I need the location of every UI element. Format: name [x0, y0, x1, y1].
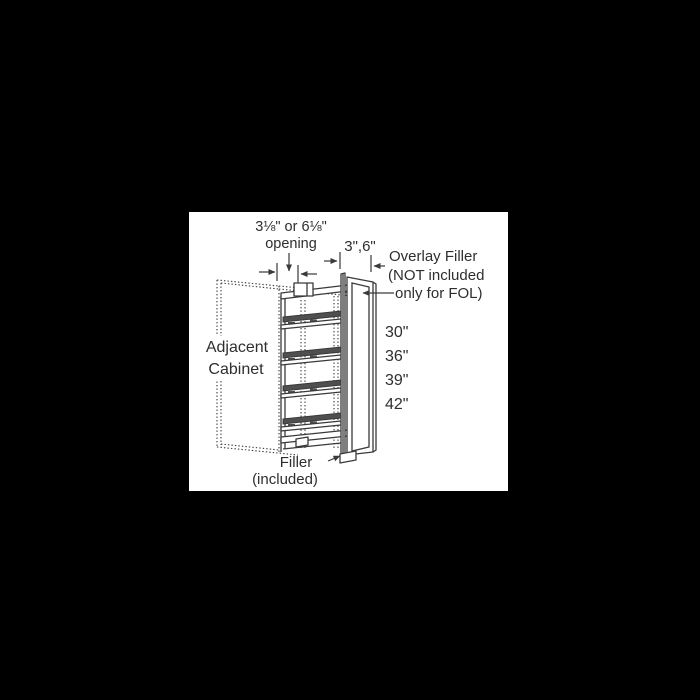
opening-dimension-label: 3⅛" or 6⅛": [255, 219, 327, 235]
overlay-filler-panel: [347, 277, 376, 455]
height-option: 39": [385, 372, 409, 389]
adjacent-cabinet-label-line1: Adjacent: [205, 339, 269, 356]
height-option: 36": [385, 348, 409, 365]
filler-strip: [341, 273, 345, 462]
filler-label-line1: Filler: [279, 454, 313, 471]
height-option: 42": [385, 396, 409, 413]
pullout-foot: [296, 437, 308, 447]
overlay-note-line3: only for FOL): [395, 285, 483, 302]
opening-label: opening: [265, 236, 317, 252]
filler-label-line2: (included): [252, 471, 318, 488]
adjacent-cabinet-label-line2: Cabinet: [208, 361, 264, 378]
height-option: 30": [385, 324, 409, 341]
overlay-note-line2: (NOT included: [388, 267, 485, 284]
overlay-width-label: 3",6": [344, 238, 376, 255]
overlay-note-line1: Overlay Filler: [389, 248, 478, 265]
pullout-top-bracket: [294, 283, 313, 296]
